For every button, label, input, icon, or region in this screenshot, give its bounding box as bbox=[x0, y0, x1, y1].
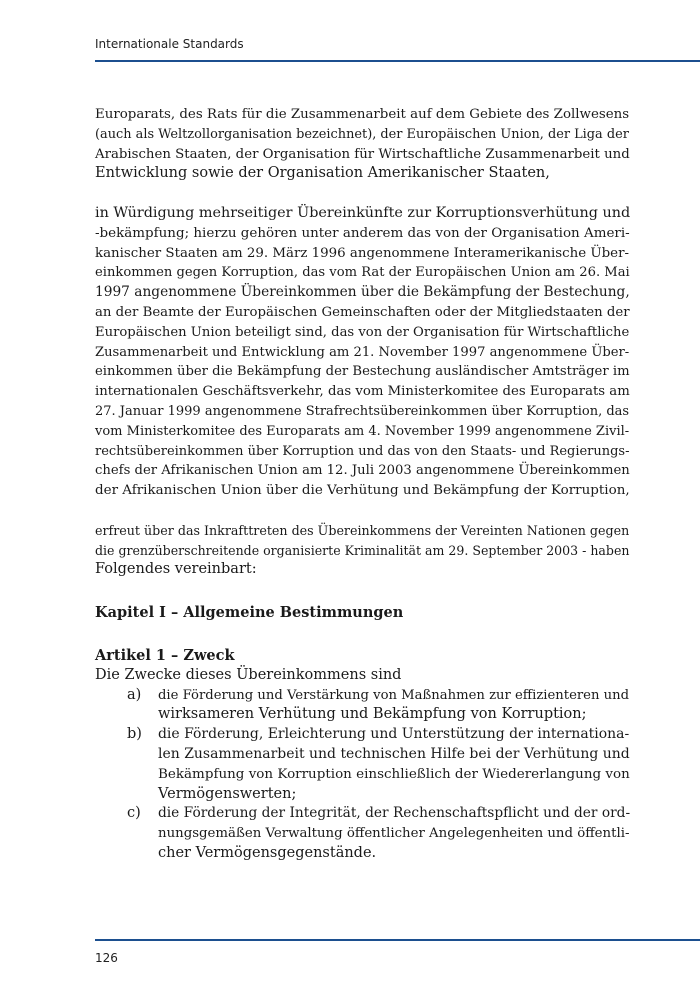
header-rule bbox=[95, 60, 700, 62]
text-line: rechtsübereinkommen über Korruption und das von den Staats- und Regierungs- bbox=[95, 443, 630, 459]
list-item bbox=[95, 804, 630, 863]
text-line: die Förderung, Erleichterung und Unterstützung der internationa- bbox=[158, 726, 630, 743]
text-line: 1997 angenommene Übereinkommen über die Bekämpfung der Bestechung, bbox=[95, 284, 630, 301]
text-line: der Afrikanischen Union über die Verhütung und Bekämpfung der Korruption, bbox=[95, 483, 630, 499]
text-line: vom Ministerkomitee des Europarats am 4. November 1999 angenommene Zivil- bbox=[95, 423, 630, 439]
list-item-label: b) bbox=[127, 726, 142, 743]
text-line: einkommen über die Bekämpfung der Bestechung ausländischer Amtsträger im bbox=[95, 364, 630, 380]
list-item bbox=[95, 725, 630, 804]
text-line: erfreut über das Inkrafttreten des Übereinkommens der Vereinten Nationen gegen bbox=[95, 522, 630, 538]
paragraph-agreements bbox=[95, 204, 630, 501]
text-line: Europäischen Union beteiligt sind, das von der Organisation für Wirtschaftliche bbox=[95, 324, 630, 340]
text-line: einkommen gegen Korruption, das vom Rat der Europäischen Union am 26. Mai bbox=[95, 265, 630, 281]
text-line: die Förderung der Integrität, der Rechenschaftspflicht und der ord- bbox=[158, 805, 631, 822]
text-line: internationalen Geschäftsverkehr, das vom Ministerkomitee des Europarats am bbox=[95, 384, 630, 400]
text-line: Europarats, des Rats für die Zusammenarbeit auf dem Gebiete des Zollwesens bbox=[95, 107, 630, 122]
section-gap bbox=[95, 580, 630, 603]
section-gap bbox=[95, 623, 630, 646]
text-line: Arabischen Staaten, der Organisation für Wirtschaftliche Zusammenarbeit und bbox=[95, 146, 630, 162]
text-line: chefs der Afrikanischen Union am 12. Juli 2003 angenommene Übereinkommen bbox=[95, 463, 630, 479]
paragraph-convention bbox=[95, 521, 630, 580]
text-line: Folgendes vereinbart: bbox=[95, 561, 257, 578]
text-line: Vermögenswerten; bbox=[158, 785, 297, 802]
text-line: (auch als Weltzollorganisation bezeichnet), der Europäischen Union, der Liga der bbox=[95, 126, 629, 142]
footer-rule bbox=[95, 939, 700, 941]
text-line: Zusammenarbeit und Entwicklung am 21. November 1997 angenommene Über- bbox=[95, 344, 630, 360]
text-line: kanischer Staaten am 29. März 1996 angenommene Interamerikanische Über- bbox=[95, 245, 629, 261]
text-line: in Würdigung mehrseitiger Übereinkünfte zur Korruptionsverhütung und bbox=[95, 204, 631, 221]
paragraph-gap bbox=[95, 501, 630, 521]
list-item-label: a) bbox=[127, 686, 142, 703]
running-header-title: Internationale Standards bbox=[95, 37, 244, 51]
article-intro: Die Zwecke dieses Übereinkommens sind bbox=[95, 666, 402, 683]
text-line: Bekämpfung von Korruption einschließlich der Wiedererlangung von bbox=[158, 765, 630, 782]
article-heading: Artikel 1 – Zweck bbox=[95, 646, 235, 664]
text-line: nungsgemäßen Verwaltung öffentlicher Angelegenheiten und öffentli- bbox=[158, 826, 630, 842]
text-line: len Zusammenarbeit und technischen Hilfe bei der Verhütung und bbox=[158, 745, 630, 762]
text-line: die grenzüberschreitende organisierte Kriminalität am 29. September 2003 - haben bbox=[95, 542, 630, 558]
list-item-label: c) bbox=[127, 805, 141, 822]
page-number: 126 bbox=[95, 951, 118, 965]
text-line: die Förderung und Verstärkung von Maßnahmen zur effizienteren und bbox=[158, 687, 630, 703]
text-line: wirksameren Verhütung und Bekämpfung von Korruption; bbox=[158, 706, 587, 723]
text-line: -bekämpfung; hierzu gehören unter anderem das von der Organisation Ameri- bbox=[95, 225, 630, 241]
text-line: Entwicklung sowie der Organisation Amerikanischer Staaten, bbox=[95, 165, 550, 182]
text-line: 27. Januar 1999 angenommene Strafrechtsübereinkommen über Korruption, das bbox=[95, 403, 630, 419]
chapter-heading: Kapitel I – Allgemeine Bestimmungen bbox=[95, 604, 404, 622]
paragraph-gap bbox=[95, 184, 630, 204]
list-item bbox=[95, 686, 630, 726]
paragraph-organisations bbox=[95, 105, 630, 184]
page-body bbox=[95, 105, 630, 864]
text-line: cher Vermögensgegenstände. bbox=[158, 844, 377, 861]
text-line: an der Beamte der Europäischen Gemeinschaften oder der Mitgliedstaaten der bbox=[95, 304, 630, 320]
article-section bbox=[95, 646, 630, 864]
